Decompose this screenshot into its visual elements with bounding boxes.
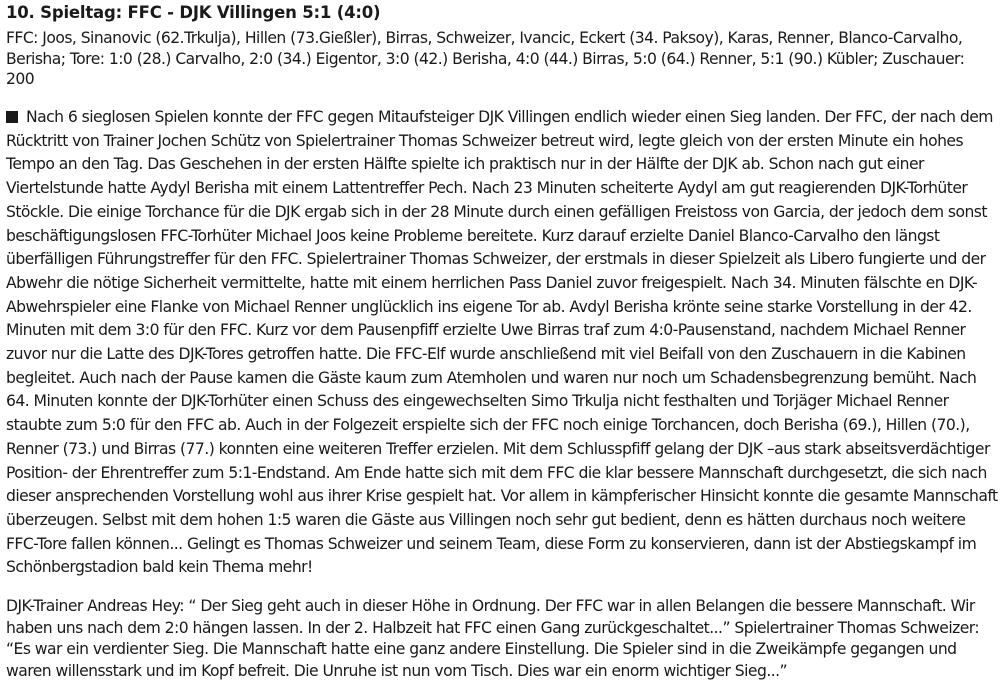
match-headline: 10. Spieltag: FFC - DJK Villingen 5:1 (4:0) <box>6 3 381 22</box>
match-report-text: Nach 6 sieglosen Spielen konnte der FFC gegen Mitaufsteiger DJK Villingen endlich wieder einen Sieg landen. Der FFC, der nach dem Rücktritt von Trainer Jochen Schütz von Spielertrainer Thomas Schweizer betreut wird, legte gleich von der ersten Minute ein hohes Tempo an den Tag. Das Geschehen in der ersten Hälfte spielte ich praktisch nur in der Hälfte der DJK ab. Schon nach gut einer Viertelstunde hatte Aydyl Berisha mit einem Lattentreffer Pech. Nach 23 Minuten scheiterte Aydyl am gut reagierenden DJK-Torhüter Stöckle. Die einige Torchance für die DJK ergab sich in der 28 Minute durch einen gefälligen Freistoss von Garcia, der jedoch dem sonst beschäftigungslosen FFC-Torhüter Michael Joos keine Probleme bereitete. Kurz darauf erzielte Daniel Blanco-Carvalho den längst überfälligen Führungstreffer für den FFC. Spielertrainer Thomas Schweizer, der erstmals in dieser Spielzeit als Libero fungierte und der Abwehr die nötige Sicherheit vermittelte, hatte mit einem herrlichen Pass Daniel zuvor freigespielt. Nach 34. Minuten fälschte en DJK-Abwehrspieler eine Flanke von Michael Renner unglücklich ins eigene Tor ab. Avdyl Berisha krönte seine starke Vorstellung in der 42. Minuten mit dem 3:0 für den FFC. Kurz vor dem Pausenpfiff erzielte Uwe Birras traf zum 4:0-Pausenstand, nachdem Michael Renner zuvor nur die Latte des DJK-Tores getroffen hatte. Die FFC-Elf wurde anschließend mit viel Beifall von den Zuschauern in die Kabinen begleitet. Auch nach der Pause kamen die Gäste kaum zum Atemholen und waren nur noch um Schadensbegrenzung bemüht. Nach 64. Minuten konnte der DJK-Torhüter einen Schuss des eingewechselten Simo Trkulja nicht festhalten und Torjäger Michael Renner staubte zum 5:0 für den FFC ab. Auch in der Folgezeit erspielte sich der FFC noch einige Torchancen, doch Berisha (69.), Hillen (70.), Renner (73.) und Birras (77.) konnten eine weiteren Treffer erzielen. Mit dem Schlusspfiff gelang der DJK –aus stark abseitsverdächtiger Position- der Ehrentreffer zum 5:1-Endstand. Am Ende hatte sich mit dem FFC die klar bessere Mannschaft durchgesetzt, die sich nach dieser ansprechenden Vorstellung wohl aus ihrer Krise gespielt hat. Vor allem in kämpferischer Hinsicht konnte die gesamte Mannschaft überzeugen. Selbst mit dem hohen 1:5 waren die Gäste aus Villingen noch sehr gut bedient, denn es hätten durchaus noch weitere FFC-Tore fallen können... Gelingt es Thomas Schweizer und seinem Team, diese Form zu konservieren, dann ist der Abstiegskampf im Schönbergstadion bald kein Thema mehr! <box>6 108 998 577</box>
coach-quotes: DJK-Trainer Andreas Hey: “ Der Sieg geht auch in dieser Höhe in Ordnung. Der FFC war in allen Belangen die bessere Mannschaft. Wir haben uns nach dem 2:0 hängen lassen. In der 2. Halbzeit hat FFC einen Gang zurückgeschaltet...” Spielertrainer Thomas Schweizer: “Es war ein verdienter Sieg. Die Mannschaft hatte eine ganz andere Einstellung. Die Spieler sind in die Zweikämpfe gegangen und waren willensstark und im Kopf befreit. Die Unruhe ist nun vom Tisch. Dies war ein enorm wichtiger Sieg...” <box>6 597 980 680</box>
lineup-and-goals: FFC: Joos, Sinanovic (62.Trkulja), Hillen (73.Gießler), Birras, Schweizer, Ivancic, Eckert (34. Paksoy), Karas, Renner, Blanco-Carvalho, Berisha; Tore: 1:0 (28.) Carvalho, 2:0 (34.) Eigentor, 3:0 (42.) Berisha, 4:0 (44.) Birras, 5:0 (64.) Renner, 5:1 (90.) Kübler; Zuschauer: 200 <box>6 29 965 88</box>
match-report <box>6 106 998 580</box>
bullet-square-icon <box>6 111 18 123</box>
article <box>6 0 998 686</box>
